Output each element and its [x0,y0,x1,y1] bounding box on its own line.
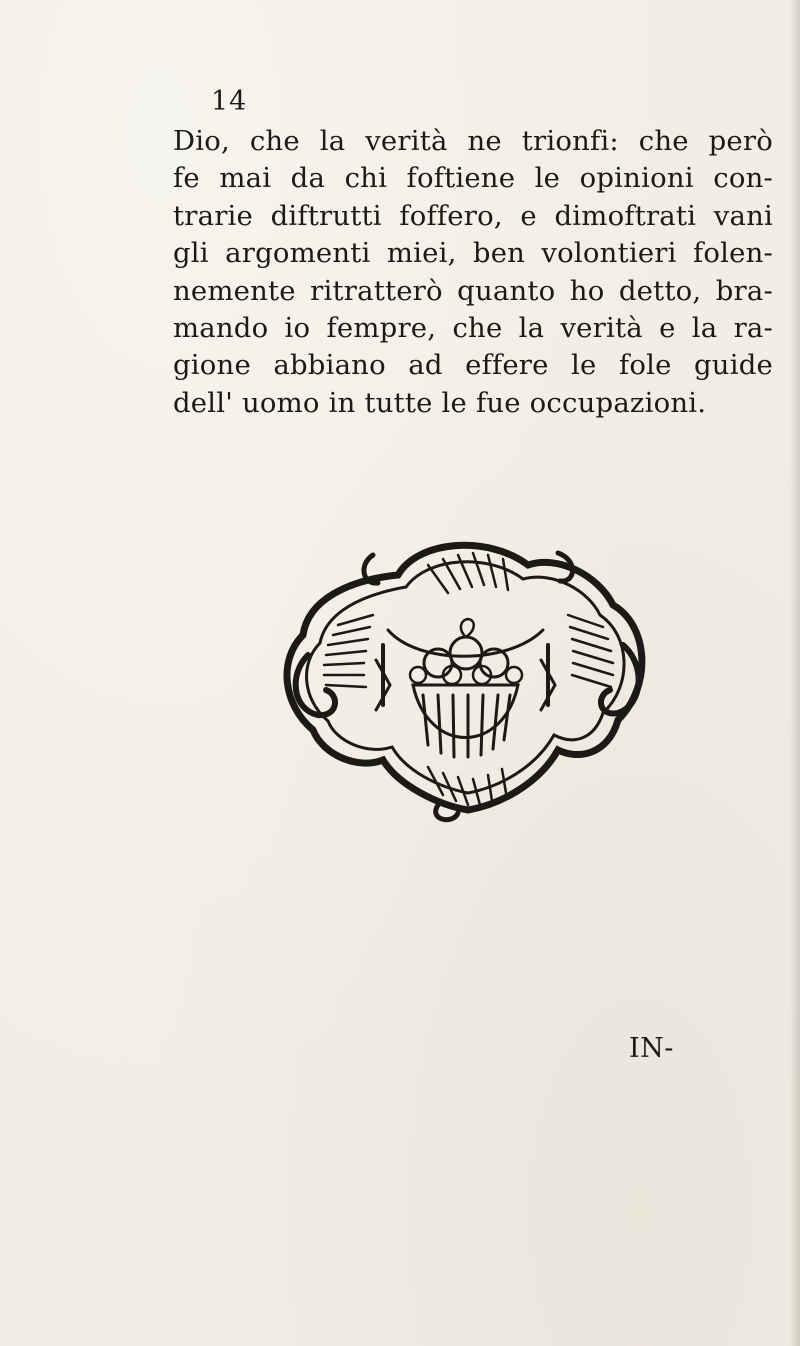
catchword: IN- [629,1033,674,1064]
text-line: fe mai da chi foftiene le opinioni con- [173,162,773,195]
rococo-cartouche-ornament-icon [278,535,654,825]
text-line: nemente ritratterò quanto ho detto, bra- [173,274,773,307]
page-number: 14 [211,86,248,117]
text-line: trarie diftrutti foffero, e dimoftrati vani [173,199,773,232]
page-edge-shadow [790,0,800,1346]
text-line: dell' uomo in tutte le fue occupazioni. [173,386,707,419]
body-text [173,123,773,422]
text-line: mando io fempre, che la verità e la ra- [173,312,773,345]
text-line: Dio, che la verità ne trionfi: che però [173,125,773,157]
text-line: gli argomenti miei, ben volontieri folen- [173,237,773,270]
text-line: gione abbiano ad effere le fole guide [173,349,773,382]
